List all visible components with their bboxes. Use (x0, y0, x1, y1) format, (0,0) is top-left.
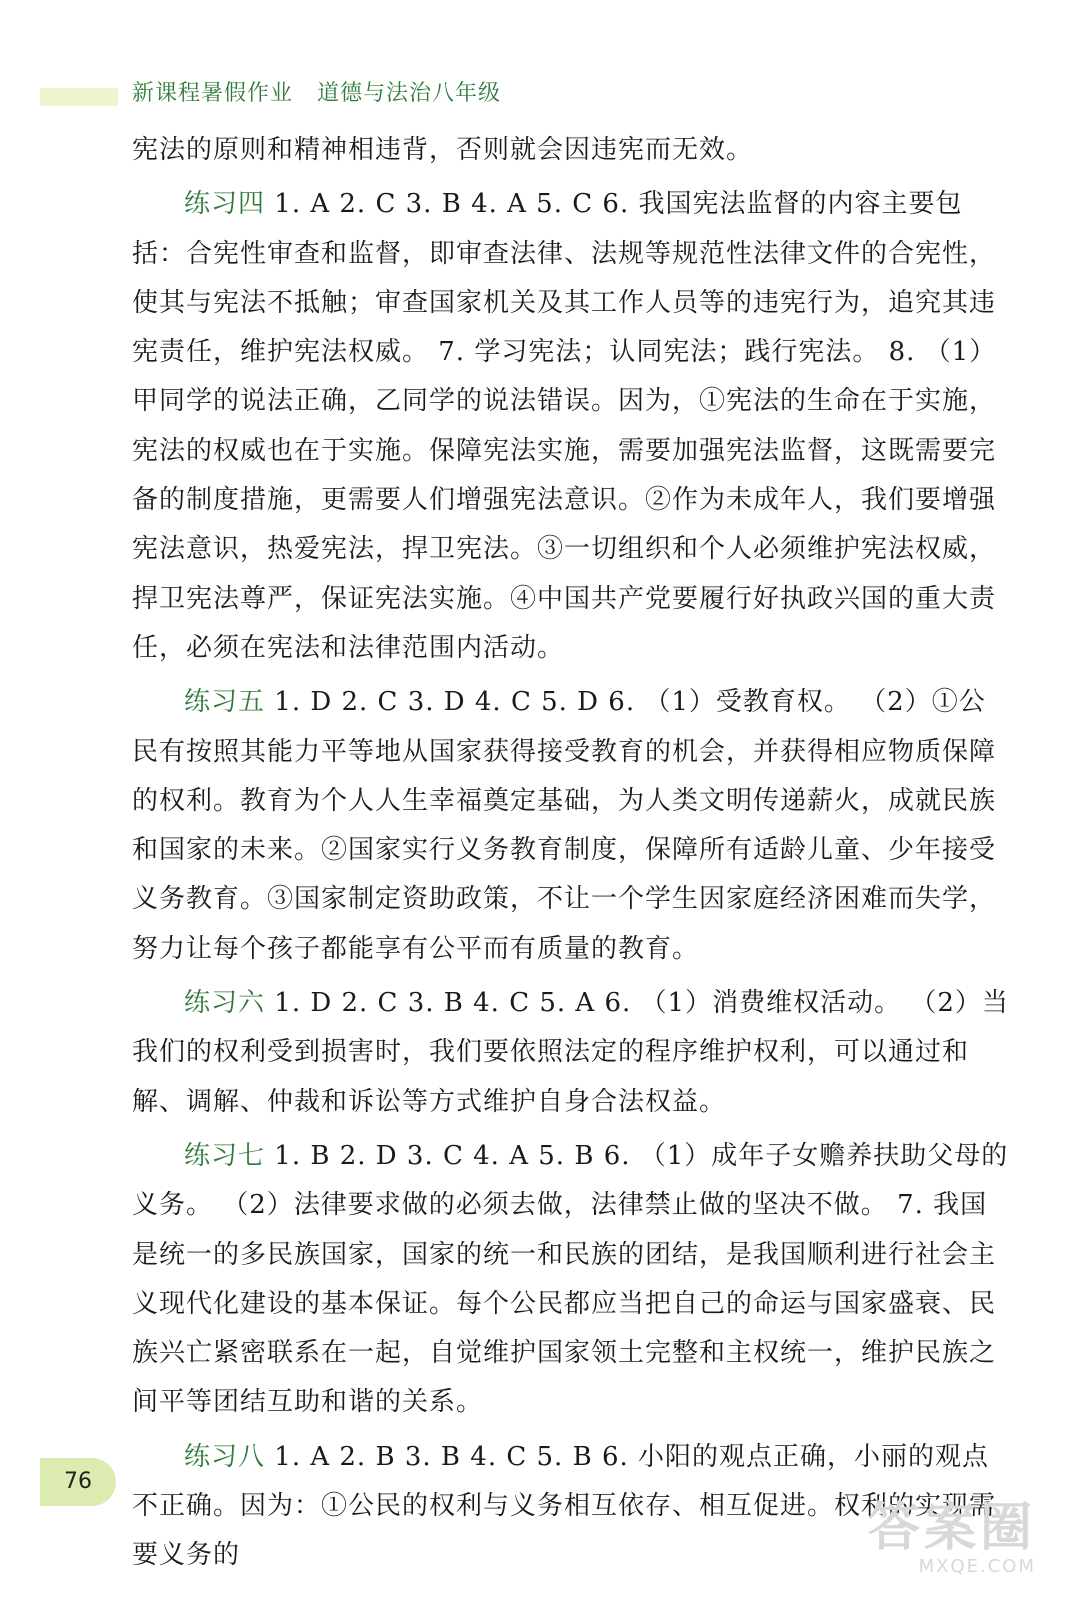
page-number: 76 (40, 1458, 116, 1506)
section-label: 练习八 (184, 1441, 266, 1472)
section-exercise-7 (132, 1132, 1010, 1428)
paragraph-continued (132, 126, 1010, 175)
answer-content (132, 126, 1010, 1581)
header-decor-bar (40, 88, 118, 106)
section-text: 1. B 2. D 3. C 4. A 5. B 6. （1）成年子女赡养扶助父母的义务。 （2）法律要求做的必须去做，法律禁止做的坚决不做。 7. 我国是统一的多民族国家，国家的统一和民族的团结，是我国顺利进行社会主义现代化建设的基本保证。每个公民都应当把自己的命运与国家盛衰、民族兴亡紧密联系在一起，自觉维护国家领土完整和主权统一，维护民族之间平等团结互助和谐的关系。 (132, 1140, 1009, 1418)
running-header (132, 76, 501, 107)
section-exercise-4 (132, 180, 1010, 673)
section-text: 1. A 2. B 3. B 4. C 5. B 6. 小阳的观点正确，小丽的观点不正确。因为：①公民的权利与义务相互依存、相互促进。权利的实现需要义务的 (132, 1441, 997, 1571)
section-label: 练习四 (184, 189, 266, 220)
paragraph-text: 宪法的原则和精神相违背，否则就会因违宪而无效。 (132, 135, 754, 165)
watermark-logo: 答案圈 (867, 1498, 1036, 1558)
section-exercise-6 (132, 979, 1010, 1127)
watermark (846, 1500, 1036, 1590)
book-title: 新课程暑假作业 (132, 81, 294, 106)
section-exercise-5 (132, 678, 1010, 974)
section-label: 练习七 (184, 1140, 266, 1171)
section-text: 1. D 2. C 3. B 4. C 5. A 6. （1）消费维权活动。 （2）当我们的权利受到损害时，我们要依照法定的程序维护权利，可以通过和解、调解、仲裁和诉讼等方式维护自身合法权益。 (132, 988, 1009, 1117)
subject-title: 道德与法治八年级 (317, 81, 502, 106)
section-label: 练习五 (184, 687, 266, 718)
section-text: 1. D 2. C 3. D 4. C 5. D 6. （1）受教育权。 （2）①公民有按照其能力平等地从国家获得接受教育的机会，并获得相应物质保障的权利。教育为个人人生幸福奠定基础，为人类文明传递薪火，成就民族和国家的未来。②国家实行义务教育制度，保障所有适龄儿童、少年接受义务教育。③国家制定资助政策，不让一个学生因家庭经济困难而失学，努力让每个孩子都能享有公平而有质量的教育。 (132, 687, 997, 964)
section-text: 1. A 2. C 3. B 4. A 5. C 6. 我国宪法监督的内容主要包括：合宪性审查和监督，即审查法律、法规等规范性法律文件的合宪性，使其与宪法不抵触；审查国家机关及其工作人员等的违宪行为，追究其违宪责任，维护宪法权威。 7. 学习宪法；认同宪法；践行宪法。 8. （1）甲同学的说法正确，乙同学的说法错误。因为，①宪法的生命在于实施，宪法的权威也在于实施。保障宪法实施，需要加强宪法监督，这既需要完备的制度措施，更需要人们增强宪法意识。②作为未成年人，我们要增强宪法意识，热爱宪法，捍卫宪法。③一切组织和个人必须维护宪法权威，捍卫宪法尊严，保证宪法实施。④中国共产党要履行好执政兴国的重大责任，必须在宪法和法律范围内活动。 (132, 189, 997, 663)
watermark-url: MXQE.COM (918, 1556, 1036, 1577)
section-label: 练习六 (184, 988, 266, 1019)
